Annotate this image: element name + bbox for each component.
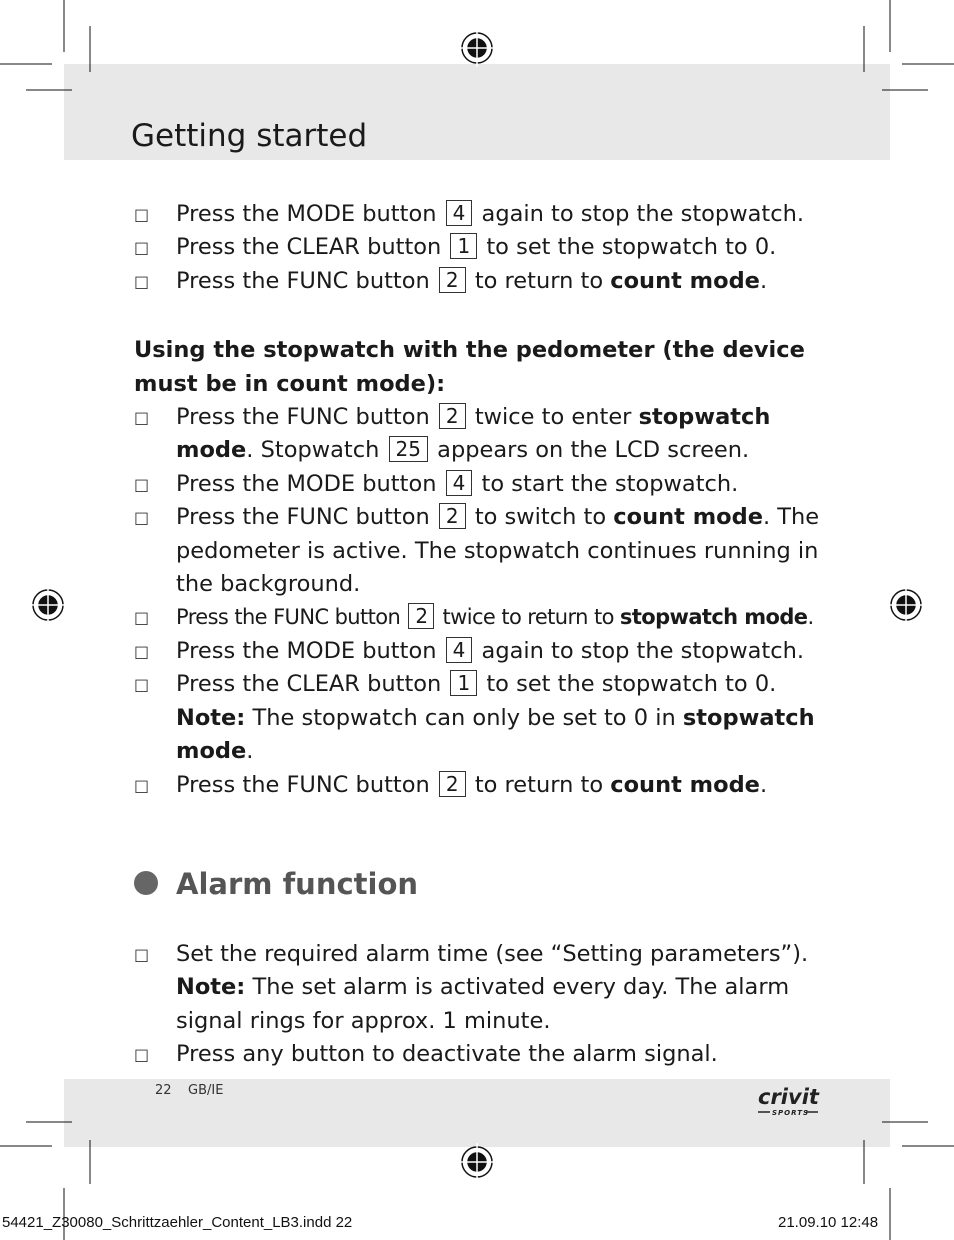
list-item: □ Press the MODE button 4 again to stop the stopwatch. — [134, 635, 834, 668]
list-item: □ Press the FUNC button 2 to return to count mode. — [134, 265, 834, 298]
file-info: 54421_Z30080_Schrittzaehler_Content_LB3.indd 22 — [2, 1214, 353, 1231]
button-reference: 4 — [446, 470, 473, 496]
crivit-sports-logo — [756, 1082, 822, 1118]
note-label: Note: — [176, 704, 246, 731]
page-title: Getting started — [131, 118, 368, 154]
list-item: □ Press the FUNC button 2 to switch to count mode. The pedometer is active. The stopwatch continues running in the background. — [134, 501, 834, 601]
button-reference: 2 — [439, 503, 466, 529]
checkbox-bullet-icon: □ — [134, 205, 150, 224]
checkbox-bullet-icon: □ — [134, 775, 150, 795]
registration-mark-icon — [458, 29, 496, 67]
checkbox-bullet-icon: □ — [134, 675, 150, 695]
checkbox-bullet-icon: □ — [134, 408, 150, 428]
locale-label: GB/IE — [188, 1083, 224, 1098]
checkbox-bullet-icon: □ — [134, 474, 150, 494]
button-reference: 2 — [408, 603, 434, 629]
registration-mark-icon — [887, 586, 925, 624]
display-reference: 25 — [389, 436, 428, 462]
checkbox-bullet-icon: □ — [134, 1045, 150, 1065]
list-item: □ Press the FUNC button 2 twice to return to stopwatch mode. — [134, 601, 834, 634]
checkbox-bullet-icon: □ — [134, 271, 150, 291]
page-content — [134, 198, 834, 1072]
section-heading: Alarm function — [134, 864, 834, 904]
checkbox-bullet-icon: □ — [134, 508, 150, 528]
list-item: □ Press the MODE button 4 again to stop the stopwatch. — [134, 198, 834, 231]
button-reference: 1 — [450, 670, 477, 696]
page-number: 22 — [155, 1083, 172, 1098]
logo-subtitle: SPORTS — [772, 1109, 810, 1117]
filled-circle-icon — [134, 871, 158, 895]
checkbox-bullet-icon: □ — [134, 238, 150, 258]
button-reference: 1 — [450, 233, 477, 259]
checkbox-bullet-icon: □ — [134, 641, 150, 661]
checkbox-bullet-icon: □ — [134, 944, 150, 964]
button-reference: 2 — [439, 267, 466, 293]
list-item: □ Set the required alarm time (see “Setting parameters”). Note: The set alarm is activated every day. The alarm signal rings for approx. 1 minute. — [134, 938, 834, 1038]
list-item: □ Press the FUNC button 2 to return to count mode. — [134, 769, 834, 802]
list-item: □ Press any button to deactivate the alarm signal. — [134, 1038, 834, 1071]
registration-mark-icon — [458, 1143, 496, 1181]
list-item: □ Press the CLEAR button 1 to set the stopwatch to 0. — [134, 231, 834, 264]
checkbox-bullet-icon: □ — [134, 608, 149, 628]
note-label: Note: — [176, 974, 246, 1001]
logo-wordmark: crivit — [758, 1085, 819, 1109]
subheading: Using the stopwatch with the pedometer (the device must be in count mode): — [134, 337, 805, 397]
file-timestamp: 21.09.10 12:48 — [778, 1214, 879, 1231]
button-reference: 4 — [446, 200, 473, 226]
button-reference: 2 — [439, 403, 466, 429]
button-reference: 4 — [446, 637, 473, 663]
button-reference: 2 — [439, 771, 466, 797]
list-item: □ Press the MODE button 4 to start the stopwatch. — [134, 468, 834, 501]
list-item: □ Press the CLEAR button 1 to set the stopwatch to 0. Note: The stopwatch can only be set to 0 in stopwatch mode. — [134, 668, 834, 768]
registration-mark-icon — [29, 586, 67, 624]
list-item: □ Press the FUNC button 2 twice to enter stopwatch mode. Stopwatch 25 appears on the LCD screen. — [134, 401, 834, 468]
